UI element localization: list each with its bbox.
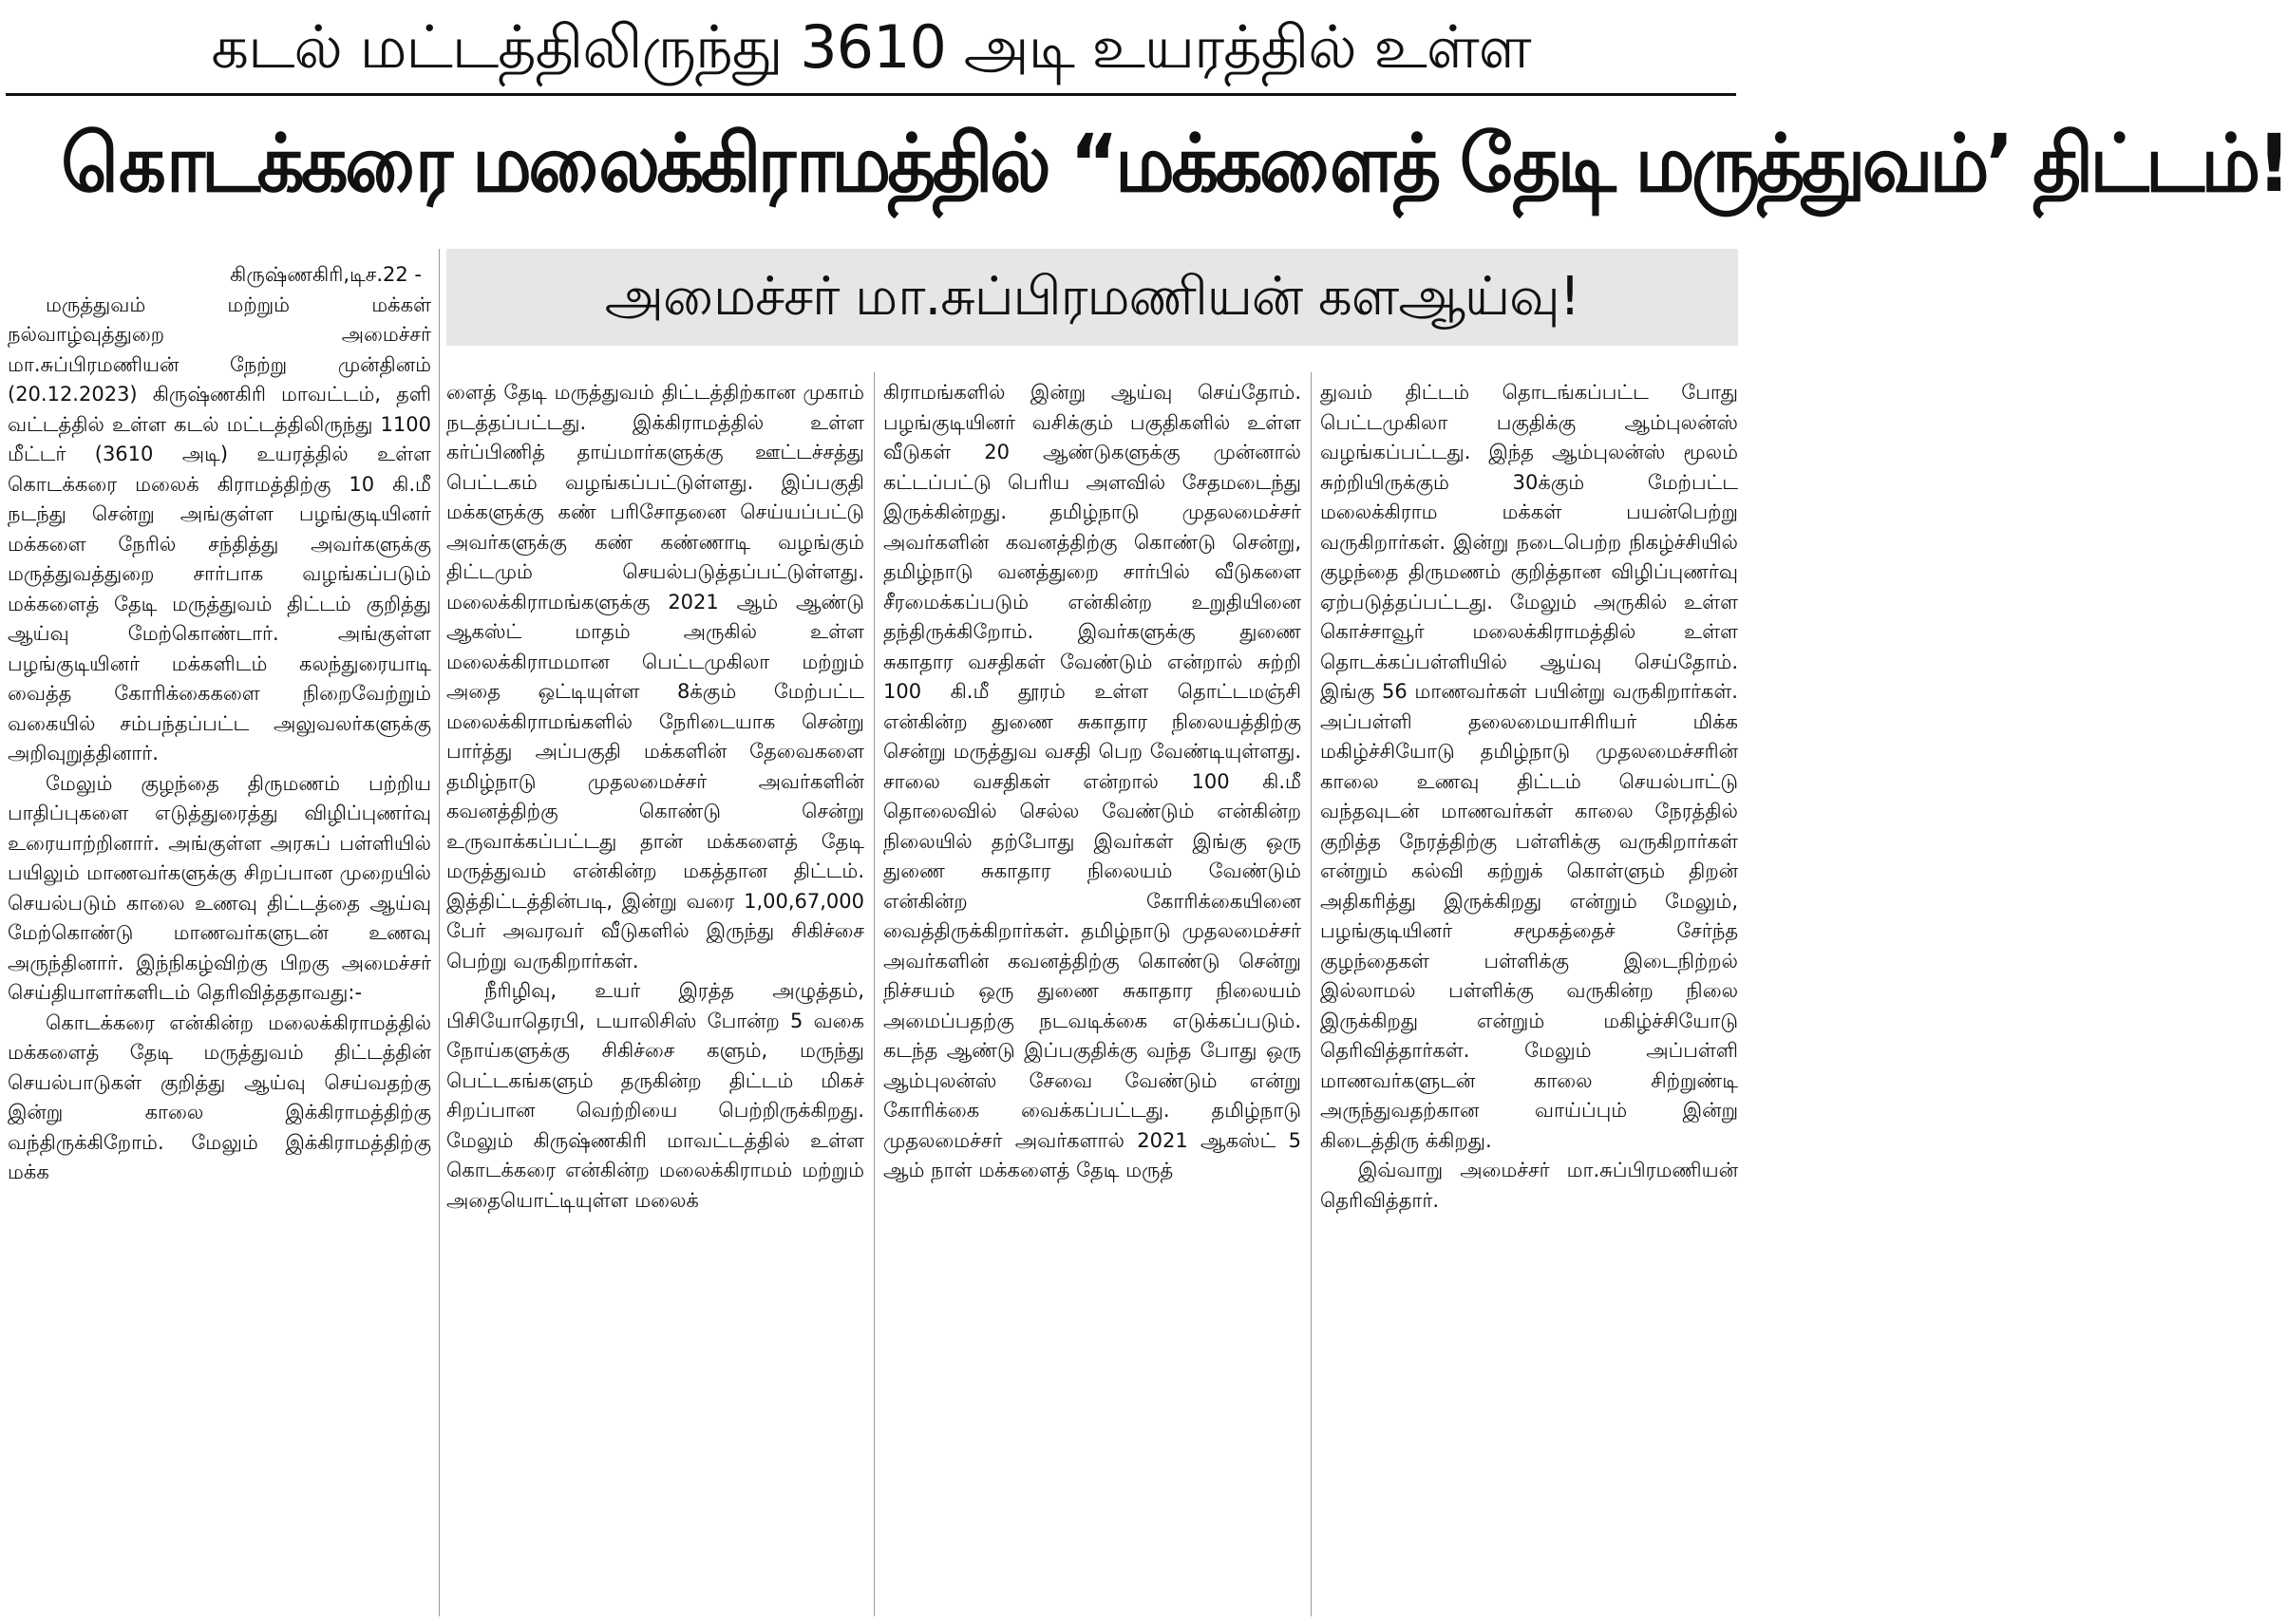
paragraph: மருத்துவம் மற்றும் மக்கள் நல்வாழ்வுத்துறை அமைச்சர் மா.சுப்பிரமணியன் நேற்று முன்தினம் (20.12.2023) கிருஷ்ணகிரி மாவட்டம், தளி வட்டத்தில் உள்ள கடல் மட்டத்திலிருந்து 1100 மீட்டர் (3610 அடி) உயரத்தில் உள்ள கொடக்கரை மலைக் கிராமத்திற்கு 10 கி.மீ நடந்து சென்று அங்குள்ள பழங்குடியினர் மக்களை நேரில் சந்தித்து அவர்களுக்கு மருத்துவத்துறை சார்பாக வழங்கப்படும் மக்களைத் தேடி மருத்துவம் திட்டம் குறித்து ஆய்வு மேற்கொண்டார். அங்குள்ள பழங்குடியினர் மக்களிடம் கலந்துரையாடி வைத்த கோரிக்கைகளை நிறைவேற்றும் வகையில் சம்பந்தப்பட்ட அலுவலர்களுக்கு அறிவுறுத்தினார். bbox=[8, 293, 431, 765]
subheadline: அமைச்சர் மா.சுப்பிரமணியன் களஆய்வு! bbox=[604, 266, 1580, 328]
paragraph: ளைத் தேடி மருத்துவம் திட்டத்திற்கான முகாம் நடத்தப்பட்டது. இக்கிராமத்தில் உள்ள கர்ப்பிணித் தாய்மார்களுக்கு ஊட்டச்சத்து பெட்டகம் வழங்கப்பட்டுள்ளது. இப்பகுதி மக்களுக்கு கண் பரிசோதனை செய்யப்பட்டு அவர்களுக்கு கண் கண்ணாடி வழங்கும் திட்டமும் செயல்படுத்தப்பட்டுள்ளது. மலைக்கிராமங்களுக்கு 2021 ஆம் ஆண்டு ஆகஸ்ட் மாதம் அருகில் உள்ள மலைக்கிராமமான பெட்டமுகிலா மற்றும் அதை ஒட்டியுள்ள 8க்கும் மேற்பட்ட மலைக்கிராமங்களில் நேரிடையாக சென்று பார்த்து அப்பகுதி மக்களின் தேவைகளை தமிழ்நாடு முதலமைச்சர் அவர்களின் கவனத்திற்கு கொண்டு சென்று உருவாக்கப்பட்டது தான் மக்களைத் தேடி மருத்துவம் என்கின்ற மகத்தான திட்டம். இத்திட்டத்தின்படி, இன்று வரை 1,00,67,000 பேர் அவரவர் வீடுகளில் இருந்து சிகிச்சை பெற்று வருகிறார்கள். bbox=[446, 381, 864, 973]
subheadline-box bbox=[446, 249, 1738, 346]
article-column-2 bbox=[446, 378, 864, 1618]
article-column-1 bbox=[8, 260, 431, 1618]
article-column-3 bbox=[883, 378, 1301, 1618]
dateline: கிருஷ்ணகிரி,டிச.22 - bbox=[230, 263, 422, 286]
main-headline: கொடக்கரை மலைக்கிராமத்தில் “மக்களைத் தேடி மருத்துவம்’ திட்டம்! bbox=[61, 117, 2287, 210]
paragraph: நீரிழிவு, உயர் இரத்த அழுத்தம், பிசியோதெரபி, டயாலிசிஸ் போன்ற 5 வகை நோய்களுக்கு சிகிச்சை களும், மருந்து பெட்டகங்களும் தருகின்ற திட்டம் மிகச் சிறப்பான வெற்றியை பெற்றிருக்கிறது. மேலும் கிருஷ்ணகிரி மாவட்டத்தில் உள்ள கொடக்கரை என்கின்ற மலைக்கிராமம் மற்றும் அதையொட்டியுள்ள மலைக் bbox=[446, 979, 864, 1212]
header-rule bbox=[6, 93, 1736, 96]
paragraph: கொடக்கரை என்கின்ற மலைக்கிராமத்தில் மக்களைத் தேடி மருத்துவம் திட்டத்தின் செயல்பாடுகள் குறித்து ஆய்வு செய்வதற்கு இன்று காலை இக்கிராமத்திற்கு வந்திருக்கிறோம். மேலும் இக்கிராமத்திற்கு மக்க bbox=[8, 1010, 431, 1183]
paragraph: இவ்வாறு அமைச்சர் மா.சுப்பிரமணியன் தெரிவித்தார். bbox=[1320, 1159, 1738, 1212]
column-divider bbox=[1311, 372, 1312, 1616]
paragraph: கிராமங்களில் இன்று ஆய்வு செய்தோம். பழங்குடியினர் வசிக்கும் பகுதிகளில் உள்ள வீடுகள் 20 ஆண்டுகளுக்கு முன்னால் கட்டப்பட்டு பெரிய அளவில் சேதமடைந்து இருக்கின்றது. தமிழ்நாடு முதலமைச்சர் அவர்களின் கவனத்திற்கு கொண்டு சென்று, தமிழ்நாடு வனத்துறை சார்பில் வீடுகளை சீரமைக்கப்படும் என்கின்ற உறுதியினை தந்திருக்கிறோம். இவர்களுக்கு துணை சுகாதார வசதிகள் வேண்டும் என்றால் சுற்றி 100 கி.மீ தூரம் உள்ள தொட்டமஞ்சி என்கின்ற துணை சுகாதார நிலையத்திற்கு சென்று மருத்துவ வசதி பெற வேண்டியுள்ளது. சாலை வசதிகள் என்றால் 100 கி.மீ தொலைவில் செல்ல வேண்டும் என்கின்ற நிலையில் தற்போது இவர்கள் இங்கு ஒரு துணை சுகாதார நிலையம் வேண்டும் என்கின்ற கோரிக்கையினை வைத்திருக்கிறார்கள். தமிழ்நாடு முதலமைச்சர் அவர்களின் கவனத்திற்கு கொண்டு சென்று நிச்சயம் ஒரு துணை சுகாதார நிலையம் அமைப்பதற்கு நடவடிக்கை எடுக்கப்படும். கடந்த ஆண்டு இப்பகுதிக்கு வந்த போது ஒரு ஆம்புலன்ஸ் சேவை வேண்டும் என்று கோரிக்கை வைக்கப்பட்டது. தமிழ்நாடு முதலமைச்சர் அவர்களால் 2021 ஆகஸ்ட் 5 ஆம் நாள் மக்களைத் தேடி மருத் bbox=[883, 381, 1301, 1181]
paragraph: மேலும் குழந்தை திருமணம் பற்றிய பாதிப்புகளை எடுத்துரைத்து விழிப்புணர்வு உரையாற்றினார். அங்குள்ள அரசுப் பள்ளியில் பயிலும் மாணவர்களுக்கு சிறப்பான முறையில் செயல்படும் காலை உணவு திட்டத்தை ஆய்வு மேற்கொண்டு மாணவர்களுடன் உணவு அருந்தினார். இந்நிகழ்விற்கு பிறகு அமைச்சர் செய்தியாளர்களிடம் தெரிவித்ததாவது:- bbox=[8, 771, 431, 1004]
paragraph: துவம் திட்டம் தொடங்கப்பட்ட போது பெட்டமுகிலா பகுதிக்கு ஆம்புலன்ஸ் வழங்கப்பட்டது. இந்த ஆம்புலன்ஸ் மூலம் சுற்றியிருக்கும் 30க்கும் மேற்பட்ட மலைக்கிராம மக்கள் பயன்பெற்று வருகிறார்கள். இன்று நடைபெற்ற நிகழ்ச்சியில் குழந்தை திருமணம் குறித்தான விழிப்புணர்வு ஏற்படுத்தப்பட்டது. மேலும் அருகில் உள்ள கொச்சாவூர் மலைக்கிராமத்தில் உள்ள தொடக்கப்பள்ளியில் ஆய்வு செய்தோம். இங்கு 56 மாணவர்கள் பயின்று வருகிறார்கள். அப்பள்ளி தலைமையாசிரியர் மிக்க மகிழ்ச்சியோடு தமிழ்நாடு முதலமைச்சரின் காலை உணவு திட்டம் செயல்பாட்டு வந்தவுடன் மாணவர்கள் காலை நேரத்தில் குறித்த நேரத்திற்கு பள்ளிக்கு வருகிறார்கள் என்றும் கல்வி கற்றுக் கொள்ளும் திறன் அதிகரித்து இருக்கிறது என்றும் மேலும், பழங்குடியினர் சமூகத்தைச் சேர்ந்த குழந்தைகள் பள்ளிக்கு இடைநிற்றல் இல்லாமல் பள்ளிக்கு வருகின்ற நிலை இருக்கிறது என்றும் மகிழ்ச்சியோடு தெரிவித்தார்கள். மேலும் அப்பள்ளி மாணவர்களுடன் காலை சிற்றுண்டி அருந்துவதற்கான வாய்ப்பும் இன்று கிடைத்திரு க்கிறது. bbox=[1320, 381, 1738, 1152]
article-column-4 bbox=[1320, 378, 1738, 1618]
column-divider bbox=[874, 372, 875, 1616]
kicker-headline: கடல் மட்டத்திலிருந்து 3610 அடி உயரத்தில் உள்ள bbox=[211, 12, 1531, 82]
column-divider bbox=[439, 249, 440, 1616]
